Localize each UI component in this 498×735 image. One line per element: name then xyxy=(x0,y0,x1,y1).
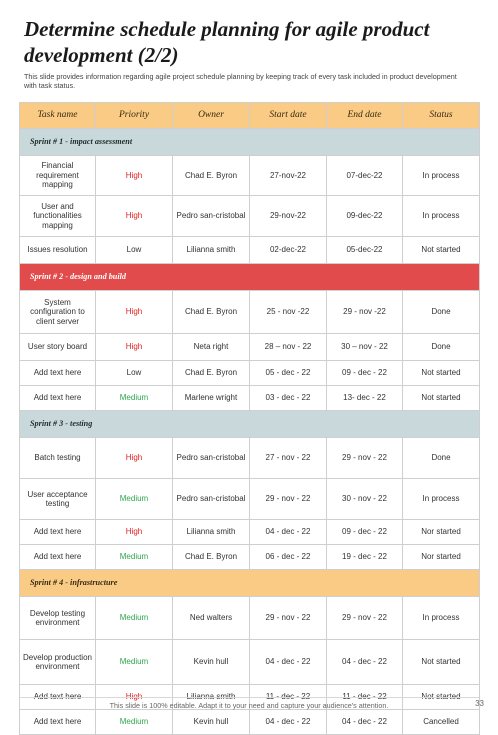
header-owner: Owner xyxy=(173,103,250,129)
status-cell: Not started xyxy=(403,685,480,710)
header-status: Status xyxy=(403,103,480,129)
task-name-cell: Develop testing environment xyxy=(20,597,96,640)
sprint-title: Sprint # 2 - design and build xyxy=(20,264,480,291)
status-cell: Not started xyxy=(403,361,480,386)
table-row xyxy=(20,334,480,361)
priority-cell: Medium xyxy=(96,710,173,735)
start-date-cell: 29 - nov - 22 xyxy=(250,479,327,520)
table-row xyxy=(20,291,480,334)
task-name-cell: User acceptance testing xyxy=(20,479,96,520)
sprint-header-row xyxy=(20,129,480,156)
task-name-cell: User story board xyxy=(20,334,96,361)
start-date-cell: 25 - nov -22 xyxy=(250,291,327,334)
start-date-cell: 02-dec-22 xyxy=(250,237,327,264)
table-body xyxy=(20,129,480,735)
end-date-cell: 11 - dec - 22 xyxy=(327,685,403,710)
task-name-cell: Issues resolution xyxy=(20,237,96,264)
priority-cell: High xyxy=(96,291,173,334)
status-cell: Done xyxy=(403,291,480,334)
table-row xyxy=(20,196,480,237)
end-date-cell: 09-dec-22 xyxy=(327,196,403,237)
task-name-cell: Develop production environment xyxy=(20,640,96,685)
status-cell: Done xyxy=(403,334,480,361)
priority-cell: High xyxy=(96,438,173,479)
status-cell: Nor started xyxy=(403,520,480,545)
owner-cell: Chad E. Byron xyxy=(173,156,250,196)
table-row xyxy=(20,597,480,640)
end-date-cell: 29 - nov - 22 xyxy=(327,438,403,479)
start-date-cell: 27-nov-22 xyxy=(250,156,327,196)
table-row xyxy=(20,710,480,735)
end-date-cell: 30 – nov - 22 xyxy=(327,334,403,361)
start-date-cell: 04 - dec - 22 xyxy=(250,640,327,685)
task-name-cell: User and functionalities mapping xyxy=(20,196,96,237)
end-date-cell: 07-dec-22 xyxy=(327,156,403,196)
task-name-cell: Add text here xyxy=(20,361,96,386)
page-title: Determine schedule planning for agile product development (2/2) xyxy=(24,17,430,67)
start-date-cell: 04 - dec - 22 xyxy=(250,710,327,735)
sprint-header-row xyxy=(20,570,480,597)
priority-cell: High xyxy=(96,520,173,545)
task-name-cell: Add text here xyxy=(20,710,96,735)
start-date-cell: 29-nov-22 xyxy=(250,196,327,237)
start-date-cell: 11 - dec - 22 xyxy=(250,685,327,710)
end-date-cell: 13- dec - 22 xyxy=(327,386,403,411)
status-cell: Done xyxy=(403,438,480,479)
header-start-date: Start date xyxy=(250,103,327,129)
start-date-cell: 28 – nov - 22 xyxy=(250,334,327,361)
start-date-cell: 06 - dec - 22 xyxy=(250,545,327,570)
status-cell: In process xyxy=(403,196,480,237)
owner-cell: Neta right xyxy=(173,334,250,361)
header-task-name: Task name xyxy=(20,103,96,129)
task-name-cell: Add text here xyxy=(20,386,96,411)
owner-cell: Pedro san-cristobal xyxy=(173,438,250,479)
table-row xyxy=(20,438,480,479)
table-row xyxy=(20,386,480,411)
end-date-cell: 30 - nov - 22 xyxy=(327,479,403,520)
end-date-cell: 04 - dec - 22 xyxy=(327,640,403,685)
status-cell: In process xyxy=(403,479,480,520)
sprint-title: Sprint # 1 - impact assessment xyxy=(20,129,480,156)
table-row xyxy=(20,156,480,196)
owner-cell: Lilianna smith xyxy=(173,237,250,264)
priority-cell: Medium xyxy=(96,545,173,570)
end-date-cell: 04 - dec - 22 xyxy=(327,710,403,735)
status-cell: Nor started xyxy=(403,545,480,570)
schedule-table xyxy=(19,102,480,735)
priority-cell: Medium xyxy=(96,640,173,685)
status-cell: In process xyxy=(403,597,480,640)
end-date-cell: 19 - dec - 22 xyxy=(327,545,403,570)
task-name-cell: Add text here xyxy=(20,545,96,570)
sprint-header-row xyxy=(20,411,480,438)
table-row xyxy=(20,479,480,520)
priority-cell: Medium xyxy=(96,597,173,640)
status-cell: In process xyxy=(403,156,480,196)
table-row xyxy=(20,361,480,386)
table-row xyxy=(20,520,480,545)
priority-cell: Medium xyxy=(96,386,173,411)
status-cell: Not started xyxy=(403,386,480,411)
owner-cell: Kevin hull xyxy=(173,640,250,685)
header-priority: Priority xyxy=(96,103,173,129)
sprint-title: Sprint # 3 - testing xyxy=(20,411,480,438)
start-date-cell: 27 - nov - 22 xyxy=(250,438,327,479)
task-name-cell: System configuration to client server xyxy=(20,291,96,334)
page-number: 33 xyxy=(475,699,484,708)
table-row xyxy=(20,640,480,685)
owner-cell: Chad E. Byron xyxy=(173,291,250,334)
status-cell: Cancelled xyxy=(403,710,480,735)
start-date-cell: 03 - dec - 22 xyxy=(250,386,327,411)
start-date-cell: 29 - nov - 22 xyxy=(250,597,327,640)
start-date-cell: 05 - dec - 22 xyxy=(250,361,327,386)
priority-cell: Low xyxy=(96,237,173,264)
task-name-cell: Add text here xyxy=(20,685,96,710)
page-subtitle: This slide provides information regarding agile project schedule planning by keeping track of every task included in product development with task status. xyxy=(24,72,457,90)
start-date-cell: 04 - dec - 22 xyxy=(250,520,327,545)
sprint-title: Sprint # 4 - infrastructure xyxy=(20,570,480,597)
end-date-cell: 09 - dec - 22 xyxy=(327,520,403,545)
footer-note: This slide is 100% editable. Adapt it to your need and capture your audience's attention. xyxy=(109,701,389,710)
owner-cell: Pedro san-cristobal xyxy=(173,196,250,237)
priority-cell: High xyxy=(96,685,173,710)
end-date-cell: 29 - nov - 22 xyxy=(327,597,403,640)
end-date-cell: 29 - nov -22 xyxy=(327,291,403,334)
sprint-header-row xyxy=(20,264,480,291)
task-name-cell: Batch testing xyxy=(20,438,96,479)
table-row xyxy=(20,237,480,264)
table-row xyxy=(20,545,480,570)
task-name-cell: Financial requirement mapping xyxy=(20,156,96,196)
task-name-cell: Add text here xyxy=(20,520,96,545)
table-header-row xyxy=(20,103,480,129)
priority-cell: High xyxy=(96,156,173,196)
status-cell: Not started xyxy=(403,237,480,264)
owner-cell: Pedro san-cristobal xyxy=(173,479,250,520)
status-cell: Not started xyxy=(403,640,480,685)
priority-cell: High xyxy=(96,334,173,361)
header-end-date: End date xyxy=(327,103,403,129)
owner-cell: Lilianna smith xyxy=(173,685,250,710)
priority-cell: Low xyxy=(96,361,173,386)
end-date-cell: 09 - dec - 22 xyxy=(327,361,403,386)
owner-cell: Kevin hull xyxy=(173,710,250,735)
owner-cell: Chad E. Byron xyxy=(173,545,250,570)
priority-cell: High xyxy=(96,196,173,237)
owner-cell: Marlene wright xyxy=(173,386,250,411)
priority-cell: Medium xyxy=(96,479,173,520)
owner-cell: Lilianna smith xyxy=(173,520,250,545)
footer-divider xyxy=(19,697,479,698)
owner-cell: Chad E. Byron xyxy=(173,361,250,386)
end-date-cell: 05-dec-22 xyxy=(327,237,403,264)
owner-cell: Ned walters xyxy=(173,597,250,640)
